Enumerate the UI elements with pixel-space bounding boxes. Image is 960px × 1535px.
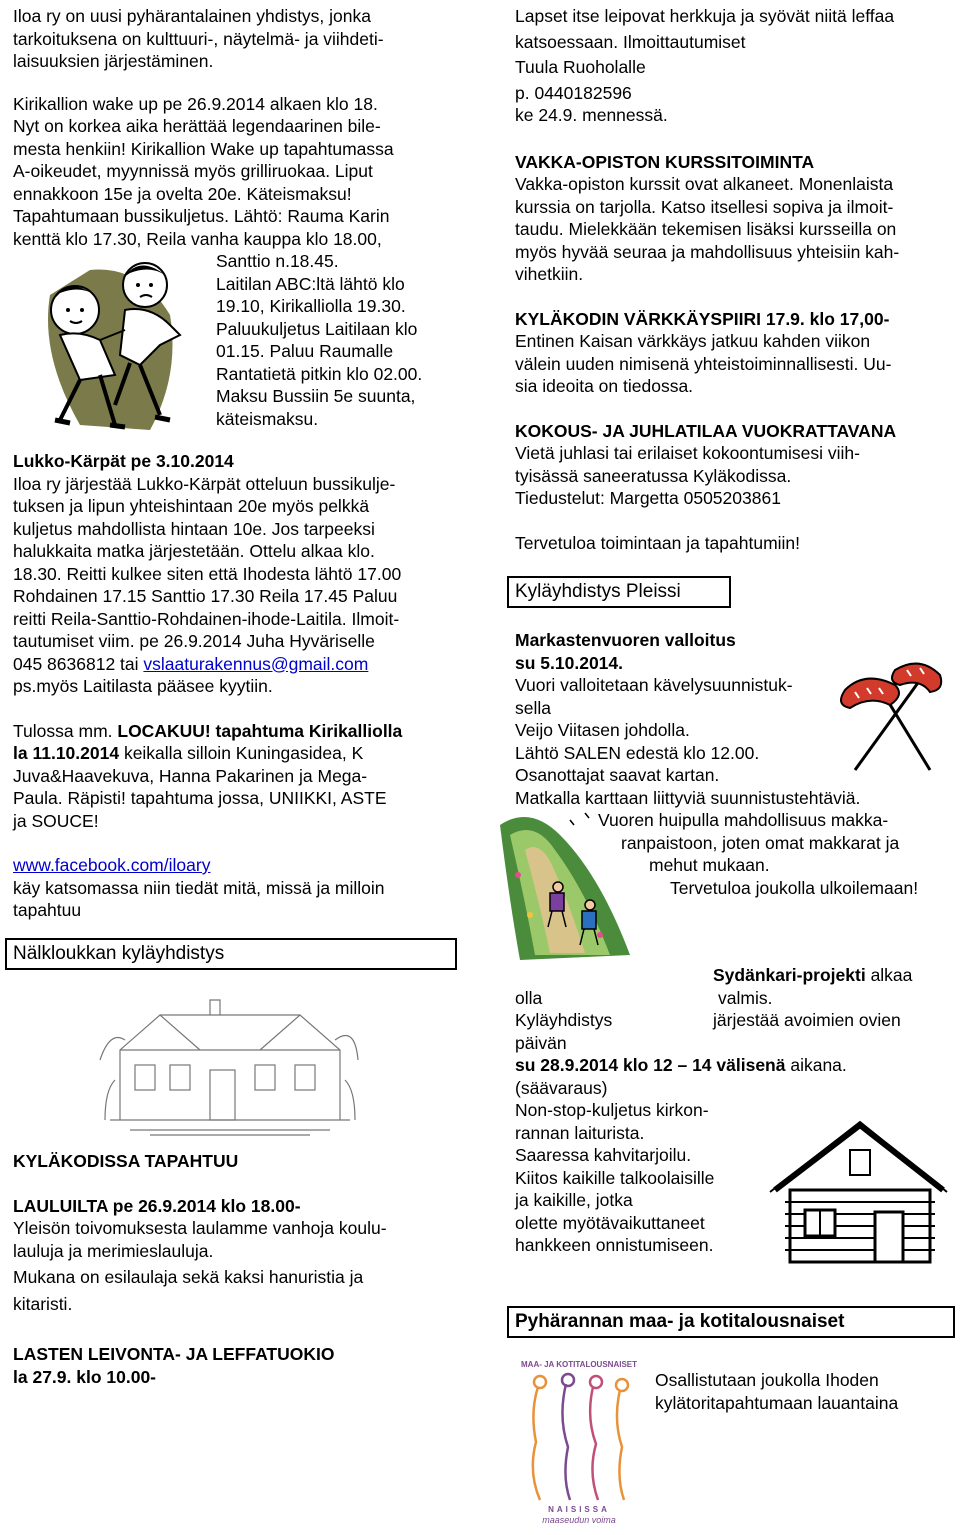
rural-women-logo [518,1360,640,1530]
text-line: ennakkoon 15e ja ovelta 20e. Käteismaksu! [13,183,352,204]
text-line: Tuula Ruoholalle [515,57,646,77]
text-line [515,987,955,1010]
project-name: Sydänkari-projekti [713,965,866,985]
text-line: kurssia on tarjolla. Katso itsellesi sopiva ja ilmoit- [515,196,894,217]
text-line: mehut mukaan. [649,855,770,875]
text-line: Osallistutaan joukolla Ihoden [655,1370,879,1390]
text-line: Tervetuloa joukolla ulkoilemaan! [670,877,919,898]
text-span: olla [515,987,543,1008]
text-line: ke 24.9. mennessä. [515,105,668,125]
text-line: (säävaraus) [515,1077,608,1098]
hikers-on-mountain-illustration [490,805,640,965]
text-line: Paluukuljetus Laitilaan klo [216,318,418,339]
text-line [13,653,453,676]
text-line: laisuuksien järjestäminen. [13,51,214,71]
text-line: ps.myös Laitilasta pääsee kyytiin. [13,676,273,696]
text-line: myös hyvää seuraa ja mahdollisuus yhteisiin kah- [515,241,900,262]
text-line: käy katsomassa niin tiedät mitä, missä ja milloin [13,877,385,898]
section-title: Lukko-Kärpät pe 3.10.2014 [13,451,234,471]
text-span: alkaa [865,965,913,985]
text-line: A-oikeudet, myynnissä myös grilliruokaa. Liput [13,161,373,181]
text-line: Vietä juhlasi tai erilaiset kokoontumisesi viih- [515,443,860,463]
text-line: Laitilan ABC:ltä lähtö klo [216,273,405,294]
nalkloukka-content [13,1150,453,1388]
nalkloukka-heading: Nälkloukkan kyläyhdistys [5,938,457,970]
section-title: KYLÄKODIN VÄRKKÄYSPIIRI 17.9. klo 17,00- [515,308,890,329]
section-title: LAULUILTA pe 26.9.2014 klo 18.00- [13,1195,301,1216]
text-line: kuljetus mahdollista hintaan 10e. Jos tarpeeksi [13,518,375,539]
sausages-on-sticks-icon [835,650,950,775]
text-line: reitti Reila-Santtio-Rohdainen-ihode-Laitila. Ilmoit- [13,608,400,629]
section-title: Markastenvuoren valloitus [515,630,736,650]
text-line: kylätoritapahtumaan lauantaina [655,1392,899,1413]
text-line: Lähtö SALEN edestä klo 12.00. [515,742,760,763]
text-line: Tapahtumaan bussikuljetus. Lähtö: Rauma Karin [13,206,390,226]
email-link[interactable]: vslaaturakennus@gmail.com [143,653,369,674]
left-column [13,5,453,922]
right-column [515,5,955,554]
text-line: vihetkiin. [515,264,584,284]
pyharanta-heading: Pyhärannan maa- ja kotitalousnaiset [507,1306,955,1338]
text-line: lauluja ja merimieslauluja. [13,1240,214,1261]
facebook-section [13,854,453,922]
dancing-couple-illustration [20,255,210,435]
text-line: Non-stop-kuljetus kirkon- [515,1100,709,1120]
logo-slogan-text: maaseudun voima [542,1515,616,1525]
text-line: tautumiset viim. pe 26.9.2014 Juha Hyväriselle [13,631,375,651]
text-line: sia ideoita on tiedossa. [515,376,694,396]
text-line: Nyt on korkea aika herättää legendaarinen bile- [13,116,381,136]
text-line: ranpaistoon, joten omat makkarat ja [621,832,900,853]
text-line: hankkeen onnistumiseen. [515,1235,714,1255]
log-cabin-icon [765,1120,950,1270]
text-line: p. 0440182596 [515,82,632,103]
pleissi-heading: Kyläyhdistys Pleissi [507,576,731,608]
village-house-sketch [100,990,360,1140]
text-line [515,1054,955,1077]
text-line: Iloa ry on uusi pyhärantalainen yhdistys, jonka [13,6,371,26]
text-span: Tulossa mm. [13,720,118,741]
text-line: päivän [515,1032,567,1053]
text-line: kitaristi. [13,1293,73,1314]
kokous-section [515,420,955,555]
vakka-section [515,151,955,286]
highlight-text: LOCAKUU! tapahtuma Kirikalliolla [117,720,403,741]
logo-bottom-text: NAISISSA [548,1505,610,1514]
text-line [13,742,453,765]
text-line: 01.15. Paluu Raumalle [216,341,394,361]
section-title: KOKOUS- JA JUHLATILAA VUOKRATTAVANA [515,420,897,441]
text-line: Yleisön toivomuksesta laulamme vanhoja koulu- [13,1218,387,1238]
section-title: KYLÄKODISSA TAPAHTUU [13,1151,239,1171]
text-line: Tiedustelut: Margetta 0505203861 [515,488,781,508]
text-span: valmis. [718,987,773,1008]
text-line: Kirikallion wake up pe 26.9.2014 alkaen klo 18. [13,93,378,114]
text-line: ja SOUCE! [13,810,99,831]
tulossa-section [13,720,453,833]
text-line: Saaressa kahvitarjoilu. [515,1145,692,1165]
section-title: su 5.10.2014. [515,652,623,673]
text-line: Santtio n.18.45. [216,251,339,271]
section-title: LASTEN LEIVONTA- JA LEFFATUOKIO [13,1344,335,1364]
section-title: VAKKA-OPISTON KURSSITOIMINTA [515,151,815,172]
text-line: Matkalla karttaan liittyviä suunnistustehtäviä. [515,787,861,808]
text-line: tarkoituksena on kulttuuri-, näytelmä- ja viihdeti- [13,28,384,49]
lukko-section [13,450,453,698]
text-line: 18.30. Reitti kulkee siten että Ihodesta lähtö 17.00 [13,563,402,584]
women-figures-icon [518,1372,640,1502]
text-line: Vuori valloitetaan kävelysuunnistuk- [515,675,793,695]
text-line: Juva&Haavekuva, Hanna Pakarinen ja Mega- [13,765,368,786]
text-line: Paula. Räpisti! tapahtuma jossa, UNIIKKI, ASTE [13,788,387,808]
text-line: Lapset itse leipovat herkkuja ja syövät niitä leffaa [515,6,895,26]
phone-text: 045 8636812 tai [13,653,144,674]
lasten-continuation [515,5,955,127]
text-line: Osanottajat saavat kartan. [515,765,720,785]
text-line: rannan laiturista. [515,1122,645,1143]
text-line: katsoessaan. Ilmoittautumiset [515,31,746,52]
text-span: aikana. [785,1055,847,1075]
text-line: Mukana on esilaulaja sekä kaksi hanuristia ja [13,1267,364,1287]
text-line: Kiitos kaikille talkoolaisille [515,1167,715,1188]
text-line: Veijo Viitasen johdolla. [515,720,690,740]
text-line [515,1009,955,1032]
varkkays-section [515,308,955,398]
text-span: keikalla silloin Kuningasidea, K [119,743,364,763]
text-line: käteismaksu. [216,408,319,429]
text-line: välein uuden nimisenä yhteistoiminnallisesti. Uu- [515,353,892,374]
text-line: taudu. Mielekkään tekemisen lisäksi kursseilla on [515,219,897,239]
text-line: tuksen ja lipun yhteishintaan 20e myös pelkkä [13,496,370,516]
text-line: 19.10, Kirikalliolla 19.30. [216,296,406,316]
text-line: ja kaikille, jotka [515,1190,633,1210]
text-line: mesta henkiin! Kirikallion Wake up tapahtumassa [13,138,394,159]
facebook-link[interactable]: www.facebook.com/iloary [13,855,211,875]
wake-up-wrapped-text [216,250,453,430]
pyharanta-text [655,1369,955,1414]
text-line: Vakka-opiston kurssit ovat alkaneet. Monenlaista [515,174,894,194]
text-line: Maksu Bussiin 5e suunta, [216,386,416,406]
text-line: kenttä klo 17.30, Reila vanha kauppa klo 18.00, [13,228,382,249]
text-line: Vuoren huipulla mahdollisuus makka- [598,810,889,830]
logo-top-text: MAA- JA KOTITALOUSNAISET [521,1360,637,1369]
welcome-text: Tervetuloa toimintaan ja tapahtumiin! [515,532,801,553]
date-text: su 28.9.2014 klo 12 – 14 välisenä [515,1055,786,1075]
text-line: halukkaita matka järjestetään. Ottelu alkaa klo. [13,541,375,561]
text-span: järjestää avoimien ovien [713,1010,901,1030]
intro-paragraph [13,5,453,73]
text-line: sella [515,697,551,718]
text-line: Entinen Kaisan värkkäys jatkuu kahden viikon [515,331,871,351]
date-text: la 11.10.2014 [13,743,120,763]
text-line: tapahtuu [13,900,82,920]
text-span: Kyläyhdistys [515,1010,613,1030]
section-title: la 27.9. klo 10.00- [13,1366,157,1387]
text-line: tyisässä saneeratussa Kyläkodissa. [515,465,792,486]
text-line [13,720,453,743]
text-line: olette myötävaikuttaneet [515,1212,705,1233]
text-line: Rohdainen 17.15 Santtio 17.30 Reila 17.45 Paluu [13,586,398,606]
text-line: Iloa ry järjestää Lukko-Kärpät otteluun bussikulje- [13,473,396,494]
text-line [713,964,955,987]
text-line: Rantatietä pitkin klo 02.00. [216,363,423,384]
